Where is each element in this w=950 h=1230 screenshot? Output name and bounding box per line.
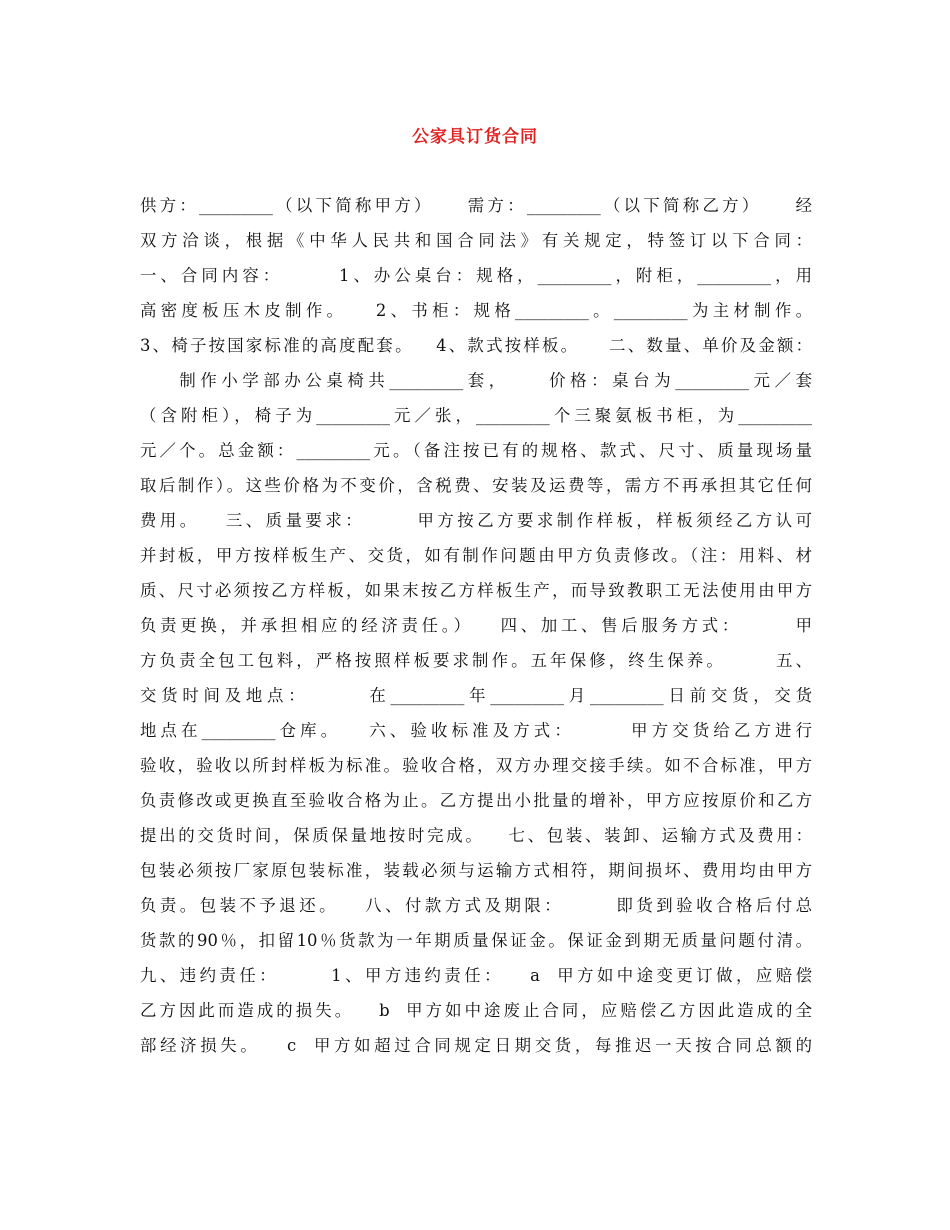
text-line: 部经济损失。 c 甲方如超过合同规定日期交货，每推迟一天按合同总额的: [140, 1036, 812, 1055]
text-line: 元／个。总金额：_________元。（备注按已有的规格、款式、尺寸、质量现场量: [140, 441, 812, 460]
text-line: 3、椅子按国家标准的高度配套。 4、款式按样板。 二、数量、单价及金额：: [140, 336, 812, 355]
contract-body: [140, 188, 812, 1063]
document-title: 公家具订货合同: [412, 127, 538, 147]
text-line: 费用。 三、质量要求： 甲方按乙方要求制作样板，样板须经乙方认可: [140, 511, 812, 530]
text-line: 一、合同内容： 1、办公桌台：规格，_________，附柜，_________，用: [140, 266, 812, 285]
text-line: 地点在_________仓库。 六、验收标准及方式： 甲方交货给乙方进行: [140, 721, 812, 740]
text-line: （含附柜），椅子为_________元／张，_________个三聚氨板书柜，为_________: [140, 406, 812, 425]
text-line: 方负责全包工包料，严格按照样板要求制作。五年保修，终生保养。 五、: [140, 651, 812, 670]
text-line: 负责。包装不予退还。 八、付款方式及期限： 即货到验收合格后付总: [140, 896, 812, 915]
text-line: 并封板，甲方按样板生产、交货，如有制作问题由甲方负责修改。（注：用料、材: [140, 546, 812, 565]
text-line: 双方洽谈，根据《中华人民共和国合同法》有关规定，特签订以下合同：: [140, 231, 812, 250]
text-line: 负责更换，并承担相应的经济责任。） 四、加工、售后服务方式： 甲: [140, 616, 812, 635]
text-line: 负责修改或更换直至验收合格为止。乙方提出小批量的增补，甲方应按原价和乙方: [140, 791, 812, 810]
text-line: 乙方因此而造成的损失。 b 甲方如中途废止合同，应赔偿乙方因此造成的全: [140, 1001, 812, 1020]
text-line: 取后制作）。这些价格为不变价，含税费、安装及运费等，需方不再承担其它任何: [140, 476, 812, 495]
text-line: 货款的90％，扣留10％货款为一年期质量保证金。保证金到期无质量问题付清。: [140, 931, 812, 950]
text-line: 包装必须按厂家原包装标准，装载必须与运输方式相符，期间损坏、费用均由甲方: [140, 861, 812, 880]
text-line: 提出的交货时间，保质保量地按时完成。 七、包装、装卸、运输方式及费用：: [140, 826, 812, 845]
text-line: 交货时间及地点： 在_________年_________月_________日前交货，交货: [140, 686, 812, 705]
text-line: 高密度板压木皮制作。 2、书柜：规格_________。_________为主材制作。: [140, 301, 812, 320]
text-line: 制作小学部办公桌椅共_________套， 价格：桌台为_________元／套: [140, 371, 812, 390]
text-line: 质、尺寸必须按乙方样板，如果末按乙方样板生产，而导致教职工无法使用由甲方: [140, 581, 812, 600]
text-line: 验收，验收以所封样板为标准。验收合格，双方办理交接手续。如不合标准，甲方: [140, 756, 812, 775]
text-line: 供方：_________（以下简称甲方） 需方：_________（以下简称乙方） 经: [140, 196, 812, 215]
text-line: 九、违约责任： 1、甲方违约责任： a 甲方如中途变更订做，应赔偿: [140, 966, 812, 985]
